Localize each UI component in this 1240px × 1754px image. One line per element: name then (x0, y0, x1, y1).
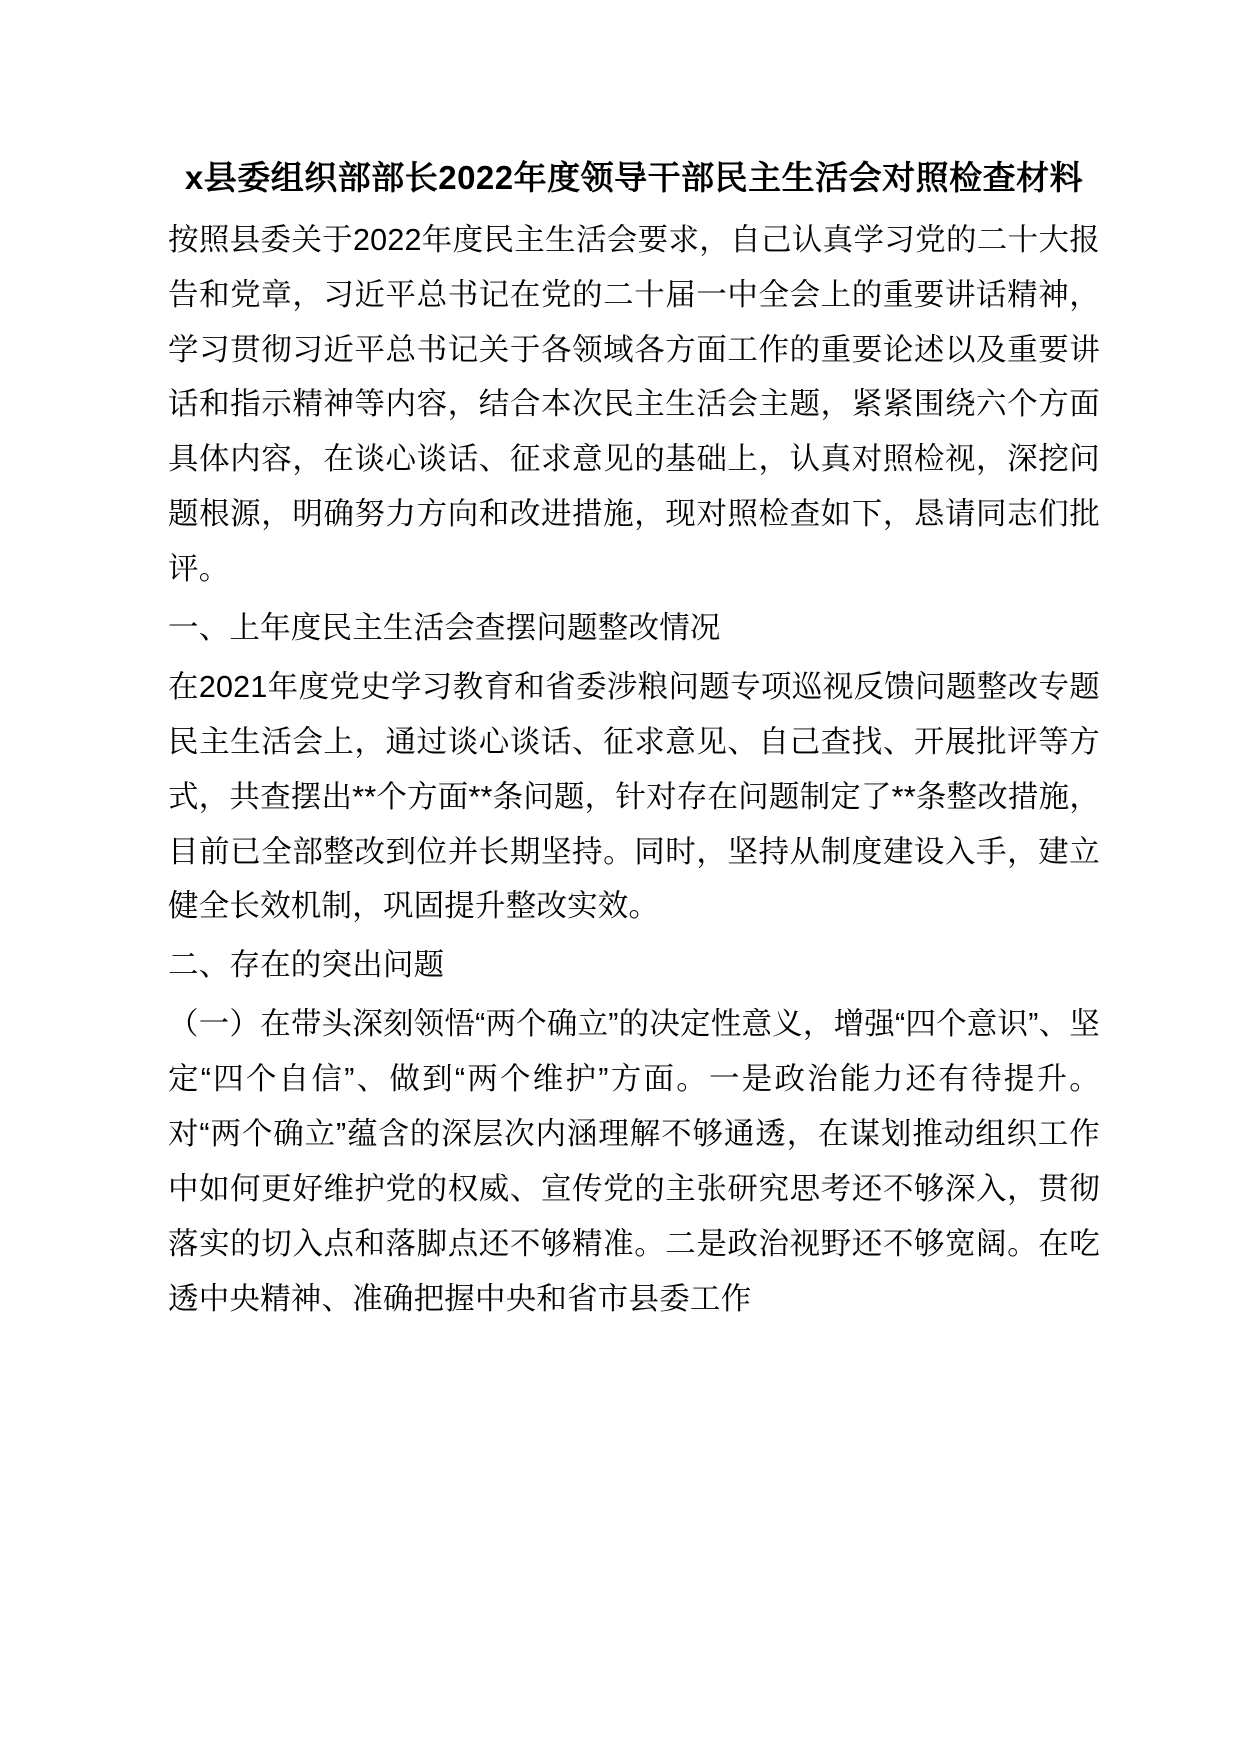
document-body (168, 213, 1100, 1327)
section-2-item-1: （一）在带头深刻领悟“两个确立”的决定性意义，增强“四个意识”、坚定“四个自信”、做到“两个维护”方面。一是政治能力还有待提升。对“两个确立”蕴含的深层次内涵理解不够通透，在谋划推动组织工作中如何更好维护党的权威、宣传党的主张研究思考还不够深入，贯彻落实的切入点和落脚点还不够精准。二是政治视野还不够宽阔。在吃透中央精神、准确把握中央和省市县委工作 (168, 1007, 1100, 1316)
page-title: x县委组织部部长2022年度领导干部民主生活会对照检查材料 (184, 159, 1084, 196)
section-heading-1: 一、上年度民主生活会查摆问题整改情况 (168, 610, 721, 645)
section-heading-2: 二、存在的突出问题 (168, 948, 445, 983)
section-1-paragraph: 在2021年度党史学习教育和省委涉粮问题专项巡视反馈问题整改专题民主生活会上，通过谈心谈话、征求意见、自己查找、开展批评等方式，共查摆出**个方面**条问题，针对存在问题制定了**条整改措施，目前已全部整改到位并长期坚持。同时，坚持从制度建设入手，建立健全长效机制，巩固提升整改实效。 (168, 669, 1101, 924)
opening-paragraph: 按照县委关于2022年度民主生活会要求，自己认真学习党的二十大报告和党章，习近平总书记在党的二十届一中全会上的重要讲话精神，学习贯彻习近平总书记关于各领域各方面工作的重要论述以及重要讲话和指示精神等内容，结合本次民主生活会主题，紧紧围绕六个方面具体内容，在谈心谈话、征求意见的基础上，认真对照检视，深挖问题根源，明确努力方向和改进措施，现对照检查如下，恳请同志们批评。 (168, 222, 1100, 587)
